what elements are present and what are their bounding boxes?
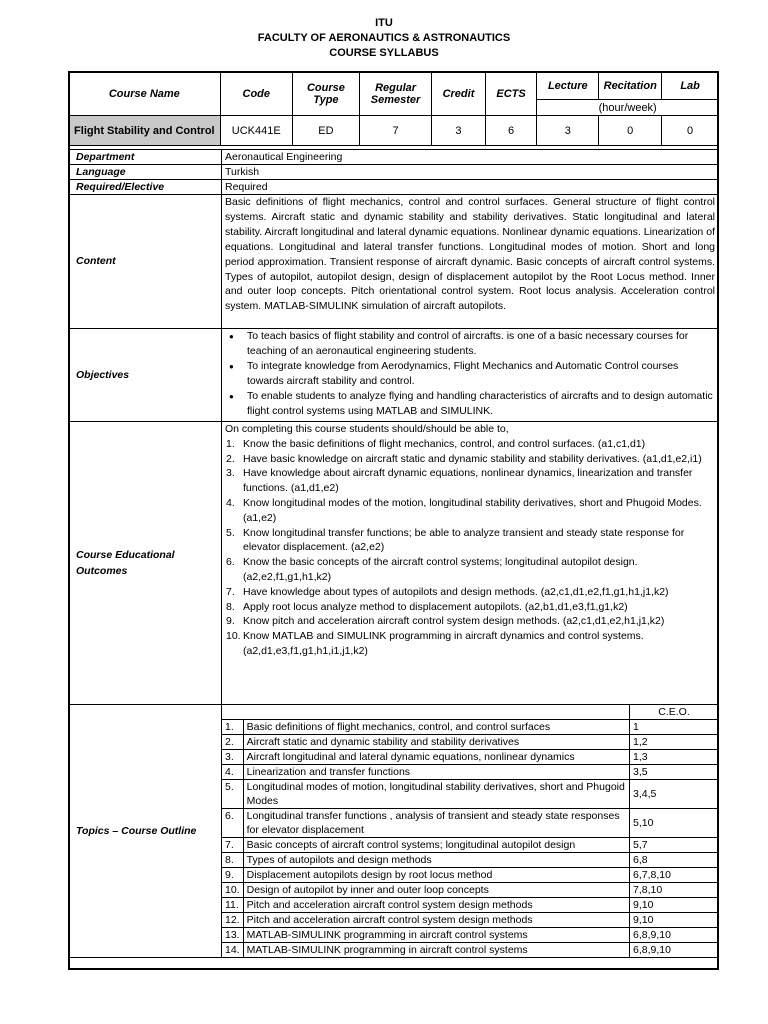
outcome-item: 6. Know the basic concepts of the aircraft control systems; longitudinal autopilot design. (a2,e2,f1,g1,h1,k2) [226,556,638,583]
code-header: Code [220,72,292,116]
course-name-header: Course Name [69,72,221,116]
regular-semester-value: 7 [359,116,431,146]
required-value: Required [222,180,719,195]
topics-label: Topics – Course Outline [69,705,222,958]
outcomes-label: Course Educational Outcomes [69,422,222,705]
credit-value: 3 [432,116,486,146]
content-text: Basic definitions of flight mechanics, control and control surfaces. General structure of flight control systems. Aircraft static and dynamic stability and stability derivatives. Static longitudinal and lateral stability. Aircraft longitudinal and lateral dynamic equations. Nonlinear dynamic equations. Linearization of equations. Longitudinal and lateral transfer functions. Longitudinal modes of motion. Short and long period approximation. Transient response of aircraft dynamic. Basic concepts of aircraft control systems. Types of autopilot, autopilot design, design of displacement autopilot by the Root Locus method. Inner and outer loop concepts. Pitch orientational control system. Root locus analysis. Acceleration control system. MATLAB-SIMULINK simulation of aircraft autopilots. [222,195,719,329]
code-value: UCK441E [220,116,292,146]
header-faculty: FACULTY OF AERONAUTICS & ASTRONAUTICS [257,32,511,44]
outcome-item: 9. Know pitch and acceleration aircraft control system design methods. (a2,c1,d1,e2,h1,j1,k2) [226,615,665,628]
hour-week-label: (hour/week) [537,100,719,116]
regular-semester-header: Regular Semester [359,72,431,116]
syllabus-outer-border [68,71,719,970]
topic-row: 13. MATLAB-SIMULINK programming in aircraft control systems 6,8,9,10 [222,928,718,943]
content-label: Content [69,195,222,329]
header-institution: ITU [375,17,393,29]
course-type-header: Course Type [292,72,359,116]
objective-item: ● To teach basics of flight stability and control of aircrafts. is one of a basic necessary courses for teaching of an aeronautical engineering students. [247,329,715,359]
recitation-value: 0 [599,116,662,146]
ects-value: 6 [485,116,537,146]
ceo-header: C.E.O. [630,705,719,720]
outcome-item: 2. Have basic knowledge on aircraft static and dynamic stability and stability derivatives. (a1,d1,e2,i1) [226,452,702,465]
credit-header: Credit [432,72,486,116]
topic-row: 7. Basic concepts of aircraft control systems; longitudinal autopilot design 5,7 [222,838,718,853]
topic-row: 8. Types of autopilots and design methods 6,8 [222,853,718,868]
topic-row: 14. MATLAB-SIMULINK programming in aircraft control systems 6,8,9,10 [222,943,718,958]
recitation-header: Recitation [599,72,662,100]
outcome-item: 3. Have knowledge about aircraft dynamic equations, nonlinear dynamics, linearization and transfer functions. (a1,d1,e2) [226,467,693,495]
language-value: Turkish [222,165,719,180]
outcome-item: 1. Know the basic definitions of flight mechanics, control, and control surfaces. (a1,c1,d1) [226,437,646,450]
topic-row: 11. Pitch and acceleration aircraft control system design methods 9,10 [222,898,718,913]
outcomes-intro: On completing this course students should/should be able to, [225,423,509,435]
lab-header: Lab [662,72,719,100]
topic-row: 3. Aircraft longitudinal and lateral dynamic equations, nonlinear dynamics 1,3 [222,750,718,765]
objective-item: ● To enable students to analyze flying and handling characteristics of aircrafts and to design automatic flight control systems using MATLAB and SIMULINK. [247,389,715,419]
lecture-value: 3 [537,116,599,146]
outcome-item: 7. Have knowledge about types of autopilots and design methods. (a2,c1,d1,e2,f1,g1,h1,j1,k2) [226,585,669,598]
outcome-item: 4. Know longitudinal modes of the motion, longitudinal stability derivatives, short and Phugoid Modes. (a1,e2) [226,496,702,524]
header-title: COURSE SYLLABUS [329,47,439,59]
outcome-item: 5. Know longitudinal transfer functions; be able to analyze transient and steady state response for elevator displacement. (a2,e2) [226,526,685,554]
topic-row: 5. Longitudinal modes of motion, longitudinal stability derivatives, short and Phugoid Modes 3,4,5 [222,780,718,809]
course-name-value: Flight Stability and Control [69,116,221,146]
topic-row: 12. Pitch and acceleration aircraft control system design methods 9,10 [222,913,718,928]
topic-row: 10. Design of autopilot by inner and outer loop concepts 7,8,10 [222,883,718,898]
lecture-header: Lecture [537,72,599,100]
ects-header: ECTS [485,72,537,116]
language-label: Language [69,165,222,180]
topic-row: 9. Displacement autopilots design by root locus method 6,7,8,10 [222,868,718,883]
outcome-item: 10. Know MATLAB and SIMULINK programming in aircraft dynamics and control systems. (a2,d1,e3,f1,g1,h1,i1,j1,k2) [226,630,644,657]
department-label: Department [69,150,222,165]
required-label: Required/Elective [69,180,222,195]
objective-item: ● To integrate knowledge from Aerodynamics, Flight Mechanics and Automatic Control courses towards aircraft stability and control. [247,359,715,389]
lab-value: 0 [662,116,719,146]
topic-row: 2. Aircraft static and dynamic stability and stability derivatives 1,2 [222,735,718,750]
topic-row: 4. Linearization and transfer functions 3,5 [222,765,718,780]
topic-row: 1. Basic definitions of flight mechanics, control, and control surfaces 1 [222,720,718,735]
course-type-value: ED [292,116,359,146]
objectives-label: Objectives [69,329,222,422]
department-value: Aeronautical Engineering [222,150,719,165]
topic-row: 6. Longitudinal transfer functions , analysis of transient and steady state responses for elevator displacement 5,10 [222,809,718,838]
outcome-item: 8. Apply root locus analyze method to displacement autopilots. (a2,b1,d1,e3,f1,g1,k2) [226,600,628,613]
